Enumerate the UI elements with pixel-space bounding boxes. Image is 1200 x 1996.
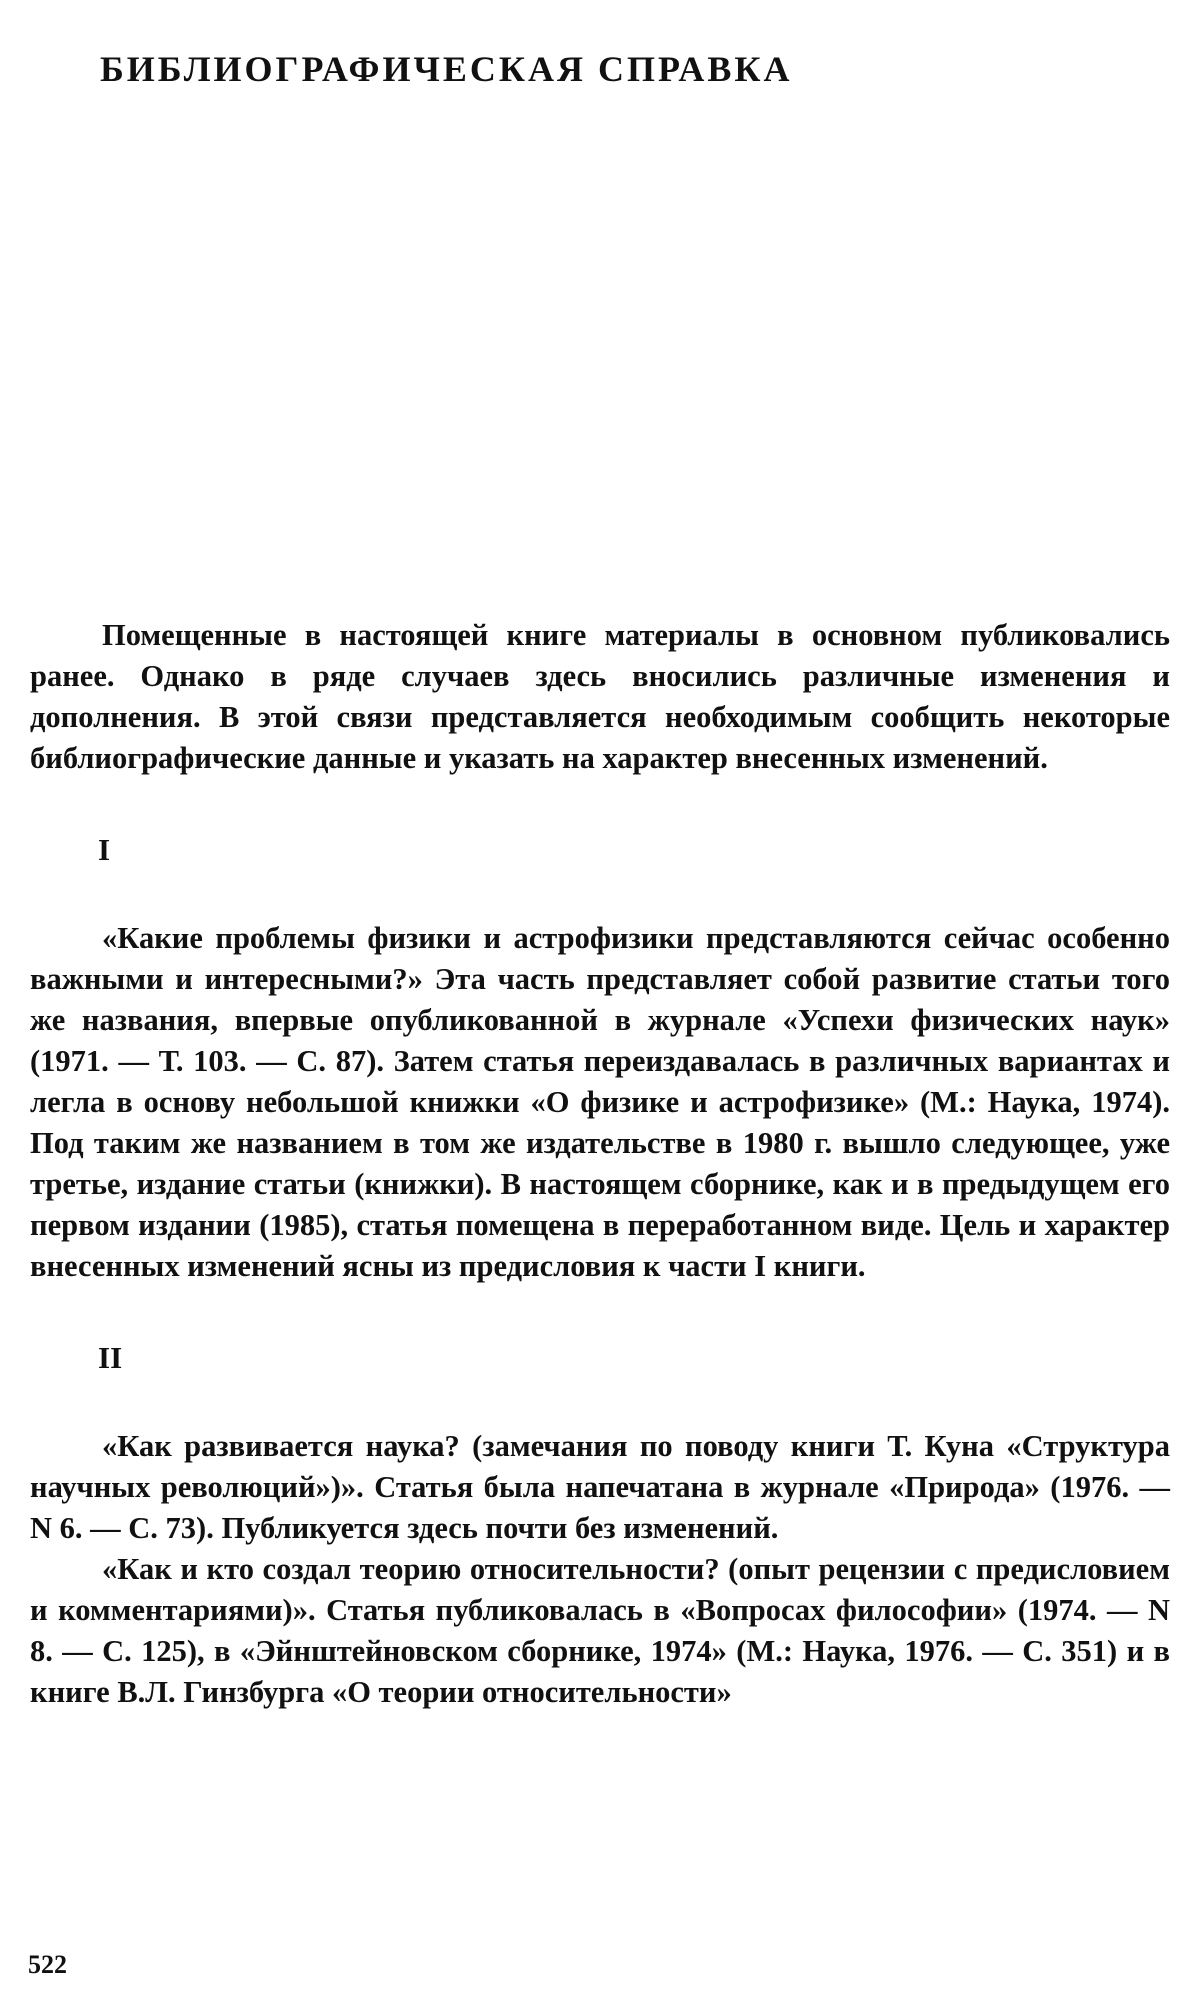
body-text [30, 615, 1170, 1713]
section-1-paragraph: «Какие проблемы физики и астрофизики представляются сейчас особенно важными и интересными?» Эта часть представляет собой развитие статьи того же названия, впервые опубликованной в журнале «Успехи физических наук» (1971. — Т. 103. — С. 87). Затем статья переиздавалась в различных вариантах и легла в основу небольшой книжки «О физике и астрофизике» (М.: Наука, 1974). Под таким же названием в том же издательстве в 1980 г. вышло следующее, уже третье, издание статьи (книжки). В настоящем сборнике, как и в предыдущем его первом издании (1985), статья помещена в переработанном виде. Цель и характер внесенных изменений ясны из предисловия к части I книги. [30, 921, 1170, 1283]
intro-paragraph: Помещенные в настоящей книге материалы в основном публиковались ранее. Однако в ряде случаев здесь вносились различные изменения и дополнения. В этой связи представляется необходимым сообщить некоторые библиографические данные и указать на характер внесенных изменений. [30, 618, 1170, 775]
page-number: 522 [28, 1950, 67, 1979]
section-2-paragraph-1: «Как развивается наука? (замечания по поводу книги Т. Куна «Структура научных революций»)». Статья была напечатана в журнале «Природа» (1976. — N 6. — С. 73). Публикуется здесь почти без изменений. [30, 1429, 1170, 1545]
section-2-paragraph-2: «Как и кто создал теорию относительности? (опыт рецензии с предисловием и комментариями)». Статья публиковалась в «Вопросах философии» (1974. — N 8. — С. 125), в «Эйнштейновском сборнике, 1974» (М.: Наука, 1976. — С. 351) и в книге В.Л. Гинзбурга «О теории относительности» [30, 1552, 1170, 1709]
section-numeral-1: I [98, 832, 111, 867]
section-numeral-2: II [98, 1340, 123, 1375]
page-heading: БИБЛИОГРАФИЧЕСКАЯ СПРАВКА [100, 49, 793, 89]
